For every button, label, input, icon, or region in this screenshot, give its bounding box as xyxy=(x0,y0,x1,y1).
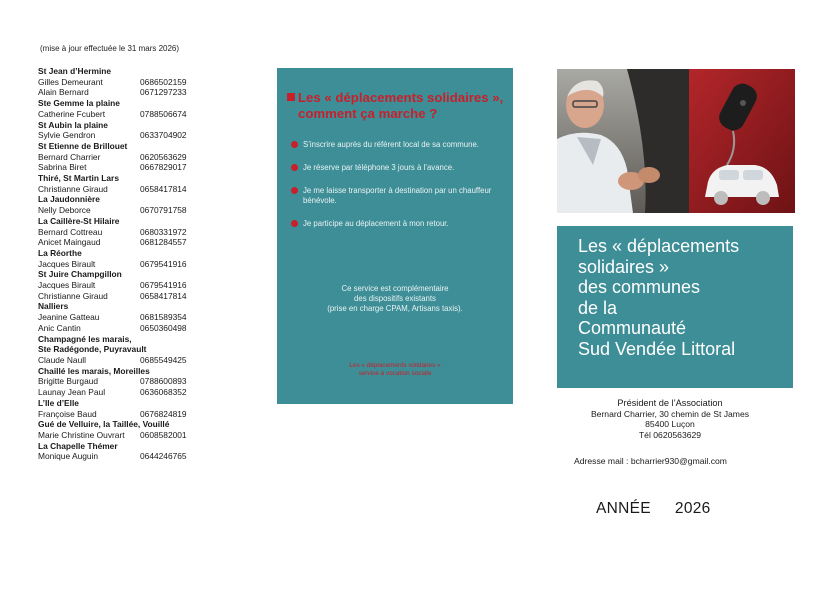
contact-name: Brigitte Burgaud xyxy=(38,376,99,387)
red-bullet-icon xyxy=(291,164,298,171)
footer-line: service à vocation sociale xyxy=(358,370,432,377)
commune-name: La Caillère-St Hilaire xyxy=(38,215,120,226)
contact-phone: 0670791758 xyxy=(140,205,187,216)
contact-phone: 0681284557 xyxy=(140,237,187,248)
commune-name: Thiré, St Martin Lars xyxy=(38,173,119,184)
contact-row xyxy=(38,409,263,420)
commune-name: Nalliers xyxy=(38,301,69,312)
commune-name: Champagné les marais, xyxy=(38,333,132,344)
contact-name: Nelly Deborce xyxy=(38,205,91,216)
contact-name: Gilles Demeurant xyxy=(38,76,103,87)
year-label: ANNÉE xyxy=(596,500,651,517)
contact-name: Jeanine Gatteau xyxy=(38,312,100,323)
contact-phone: 0650360498 xyxy=(140,322,187,333)
contact-name: Catherine Fcubert xyxy=(38,108,106,119)
contact-row xyxy=(38,323,263,334)
contact-row xyxy=(38,291,263,302)
vertical-fine-print xyxy=(494,228,506,378)
president-address-line2: 85400 Luçon xyxy=(645,419,695,430)
cover-title-line: Communauté xyxy=(578,318,687,338)
step-item xyxy=(291,219,503,229)
contact-name: Anic Cantin xyxy=(38,322,81,333)
contact-name: Marie Christine Ouvrart xyxy=(38,429,125,440)
president-block xyxy=(548,398,792,440)
contact-name: Bernard Cottreau xyxy=(38,226,103,237)
contact-name: Christianne Giraud xyxy=(38,290,108,301)
contact-phone: 0633704902 xyxy=(140,130,187,141)
contact-row xyxy=(38,162,263,173)
note-line: (prise en charge CPAM, Artisans taxis). xyxy=(327,304,463,313)
note-line: des dispositifs existants xyxy=(354,294,436,303)
contact-row xyxy=(38,259,263,270)
president-phone: Tél 0620563629 xyxy=(638,429,702,440)
how-it-works-panel xyxy=(277,68,513,404)
step-item xyxy=(291,163,503,173)
commune-name: St Aubin la plaine xyxy=(38,119,108,130)
contact-row xyxy=(38,184,263,195)
cover-title-line: solidaires » xyxy=(578,256,670,277)
contact-name: Claude Naull xyxy=(38,354,86,365)
panel-footer xyxy=(317,362,473,378)
president-role: Président de l’Association xyxy=(617,398,723,408)
commune-name: Gué de Velluire, la Taillée, Vouillé xyxy=(38,419,170,430)
president-address-line1: Bernard Charrier, 30 chemin de St James xyxy=(590,408,750,419)
step-text: Je réserve par téléphone 3 jours à l’avance. xyxy=(303,163,455,172)
contact-row xyxy=(38,130,263,141)
contact-phone: 0680331972 xyxy=(140,226,187,237)
commune-name: Chaillé les marais, Moreilles xyxy=(38,365,150,376)
red-bullet-icon xyxy=(291,187,298,194)
contact-phone: 0658417814 xyxy=(140,183,187,194)
year-block xyxy=(596,500,711,518)
contact-row xyxy=(38,451,263,462)
year-value: 2026 xyxy=(674,500,711,517)
panel-title xyxy=(287,90,509,122)
contact-row xyxy=(38,205,263,216)
commune-name: La Chapelle Thémer xyxy=(38,440,118,451)
contact-row xyxy=(38,280,263,291)
contact-name: Jacques Birault xyxy=(38,258,96,269)
email-line: Adresse mail : bcharrier930@gmail.com xyxy=(574,456,727,466)
contact-phone: 0679541916 xyxy=(140,280,187,291)
cover-photo xyxy=(557,69,795,213)
commune-name: St Juire Champgillon xyxy=(38,269,122,280)
commune-name: Ste Gemme la plaine xyxy=(38,98,120,109)
contact-phone: 0608582001 xyxy=(140,429,187,440)
commune-name: L’Ile d’Elle xyxy=(38,397,79,408)
contact-row xyxy=(38,376,263,387)
step-item xyxy=(291,140,503,150)
panel-steps xyxy=(291,140,503,242)
contact-phone: 0644246765 xyxy=(140,451,187,462)
contact-row xyxy=(38,355,263,366)
step-text: S’inscrire auprès du référent local de sa commune. xyxy=(303,140,479,149)
contact-row xyxy=(38,387,263,398)
contact-phone: 0788600893 xyxy=(140,376,187,387)
contact-phone: 0671297233 xyxy=(140,87,187,98)
contact-row xyxy=(38,77,263,88)
contact-name: Monique Auguin xyxy=(38,451,99,462)
contact-name: Launay Jean Paul xyxy=(38,387,106,398)
contact-phone: 0676824819 xyxy=(140,408,187,419)
contact-row xyxy=(38,152,263,163)
contact-name: Alain Bernard xyxy=(38,87,89,98)
commune-name: La Jaudonnière xyxy=(38,194,100,205)
cover-title-box xyxy=(557,226,793,388)
step-text: Je participe au déplacement à mon retour. xyxy=(303,219,449,228)
footer-line: Les « déplacements solidaires » xyxy=(349,362,441,369)
red-square-icon xyxy=(287,93,295,101)
step-item xyxy=(291,186,503,206)
contact-phone: 0667829017 xyxy=(140,162,187,173)
contact-row xyxy=(38,312,263,323)
commune-name: Ste Radégonde, Puyravault xyxy=(38,344,147,355)
cover-title-line: des communes xyxy=(578,277,701,297)
cover-title-line: Sud Vendée Littoral xyxy=(578,338,736,359)
red-bullet-icon xyxy=(291,141,298,148)
contact-name: Christianne Giraud xyxy=(38,183,108,194)
contact-row xyxy=(38,237,263,248)
panel-title-line2: comment ça marche ? xyxy=(298,106,438,121)
contact-name: Jacques Birault xyxy=(38,280,96,291)
contact-name: Sylvie Gendron xyxy=(38,130,96,141)
contact-phone: 0685549425 xyxy=(140,354,187,365)
contact-phone: 0681589354 xyxy=(140,312,187,323)
contact-name: Anicet Maingaud xyxy=(38,237,101,248)
contact-name: Sabrina Biret xyxy=(38,162,87,173)
step-text: Je me laisse transporter à destination par un chauffeur bénévole. xyxy=(303,186,492,205)
contact-phone: 0679541916 xyxy=(140,258,187,269)
cover-photo-illustration xyxy=(557,69,795,213)
contact-phone: 0620563629 xyxy=(140,151,187,162)
contact-row xyxy=(38,109,263,120)
contact-name: Françoise Baud xyxy=(38,408,97,419)
contact-phone: 0636068352 xyxy=(140,387,187,398)
cover-title-line: de la xyxy=(578,297,618,318)
commune-name: St Jean d’Hermine xyxy=(38,66,112,76)
panel-title-line1: Les « déplacements solidaires », xyxy=(298,90,504,105)
contact-phone: 0686502159 xyxy=(140,76,187,87)
commune-name: St Etienne de Brillouet xyxy=(38,140,128,151)
contact-phone: 0788506674 xyxy=(140,108,187,119)
contacts-list xyxy=(38,66,263,462)
panel-note xyxy=(295,284,495,314)
note-line: Ce service est complémentaire xyxy=(341,284,449,293)
red-bullet-icon xyxy=(291,220,298,227)
update-note: (mise à jour effectuée le 31 mars 2026) xyxy=(40,44,180,53)
contact-row xyxy=(38,227,263,238)
contact-phone: 0658417814 xyxy=(140,290,187,301)
commune-name: La Réorthe xyxy=(38,247,82,258)
contact-name: Bernard Charrier xyxy=(38,151,101,162)
cover-title-line: Les « déplacements xyxy=(578,236,740,256)
contact-row xyxy=(38,87,263,98)
contact-row xyxy=(38,430,263,441)
